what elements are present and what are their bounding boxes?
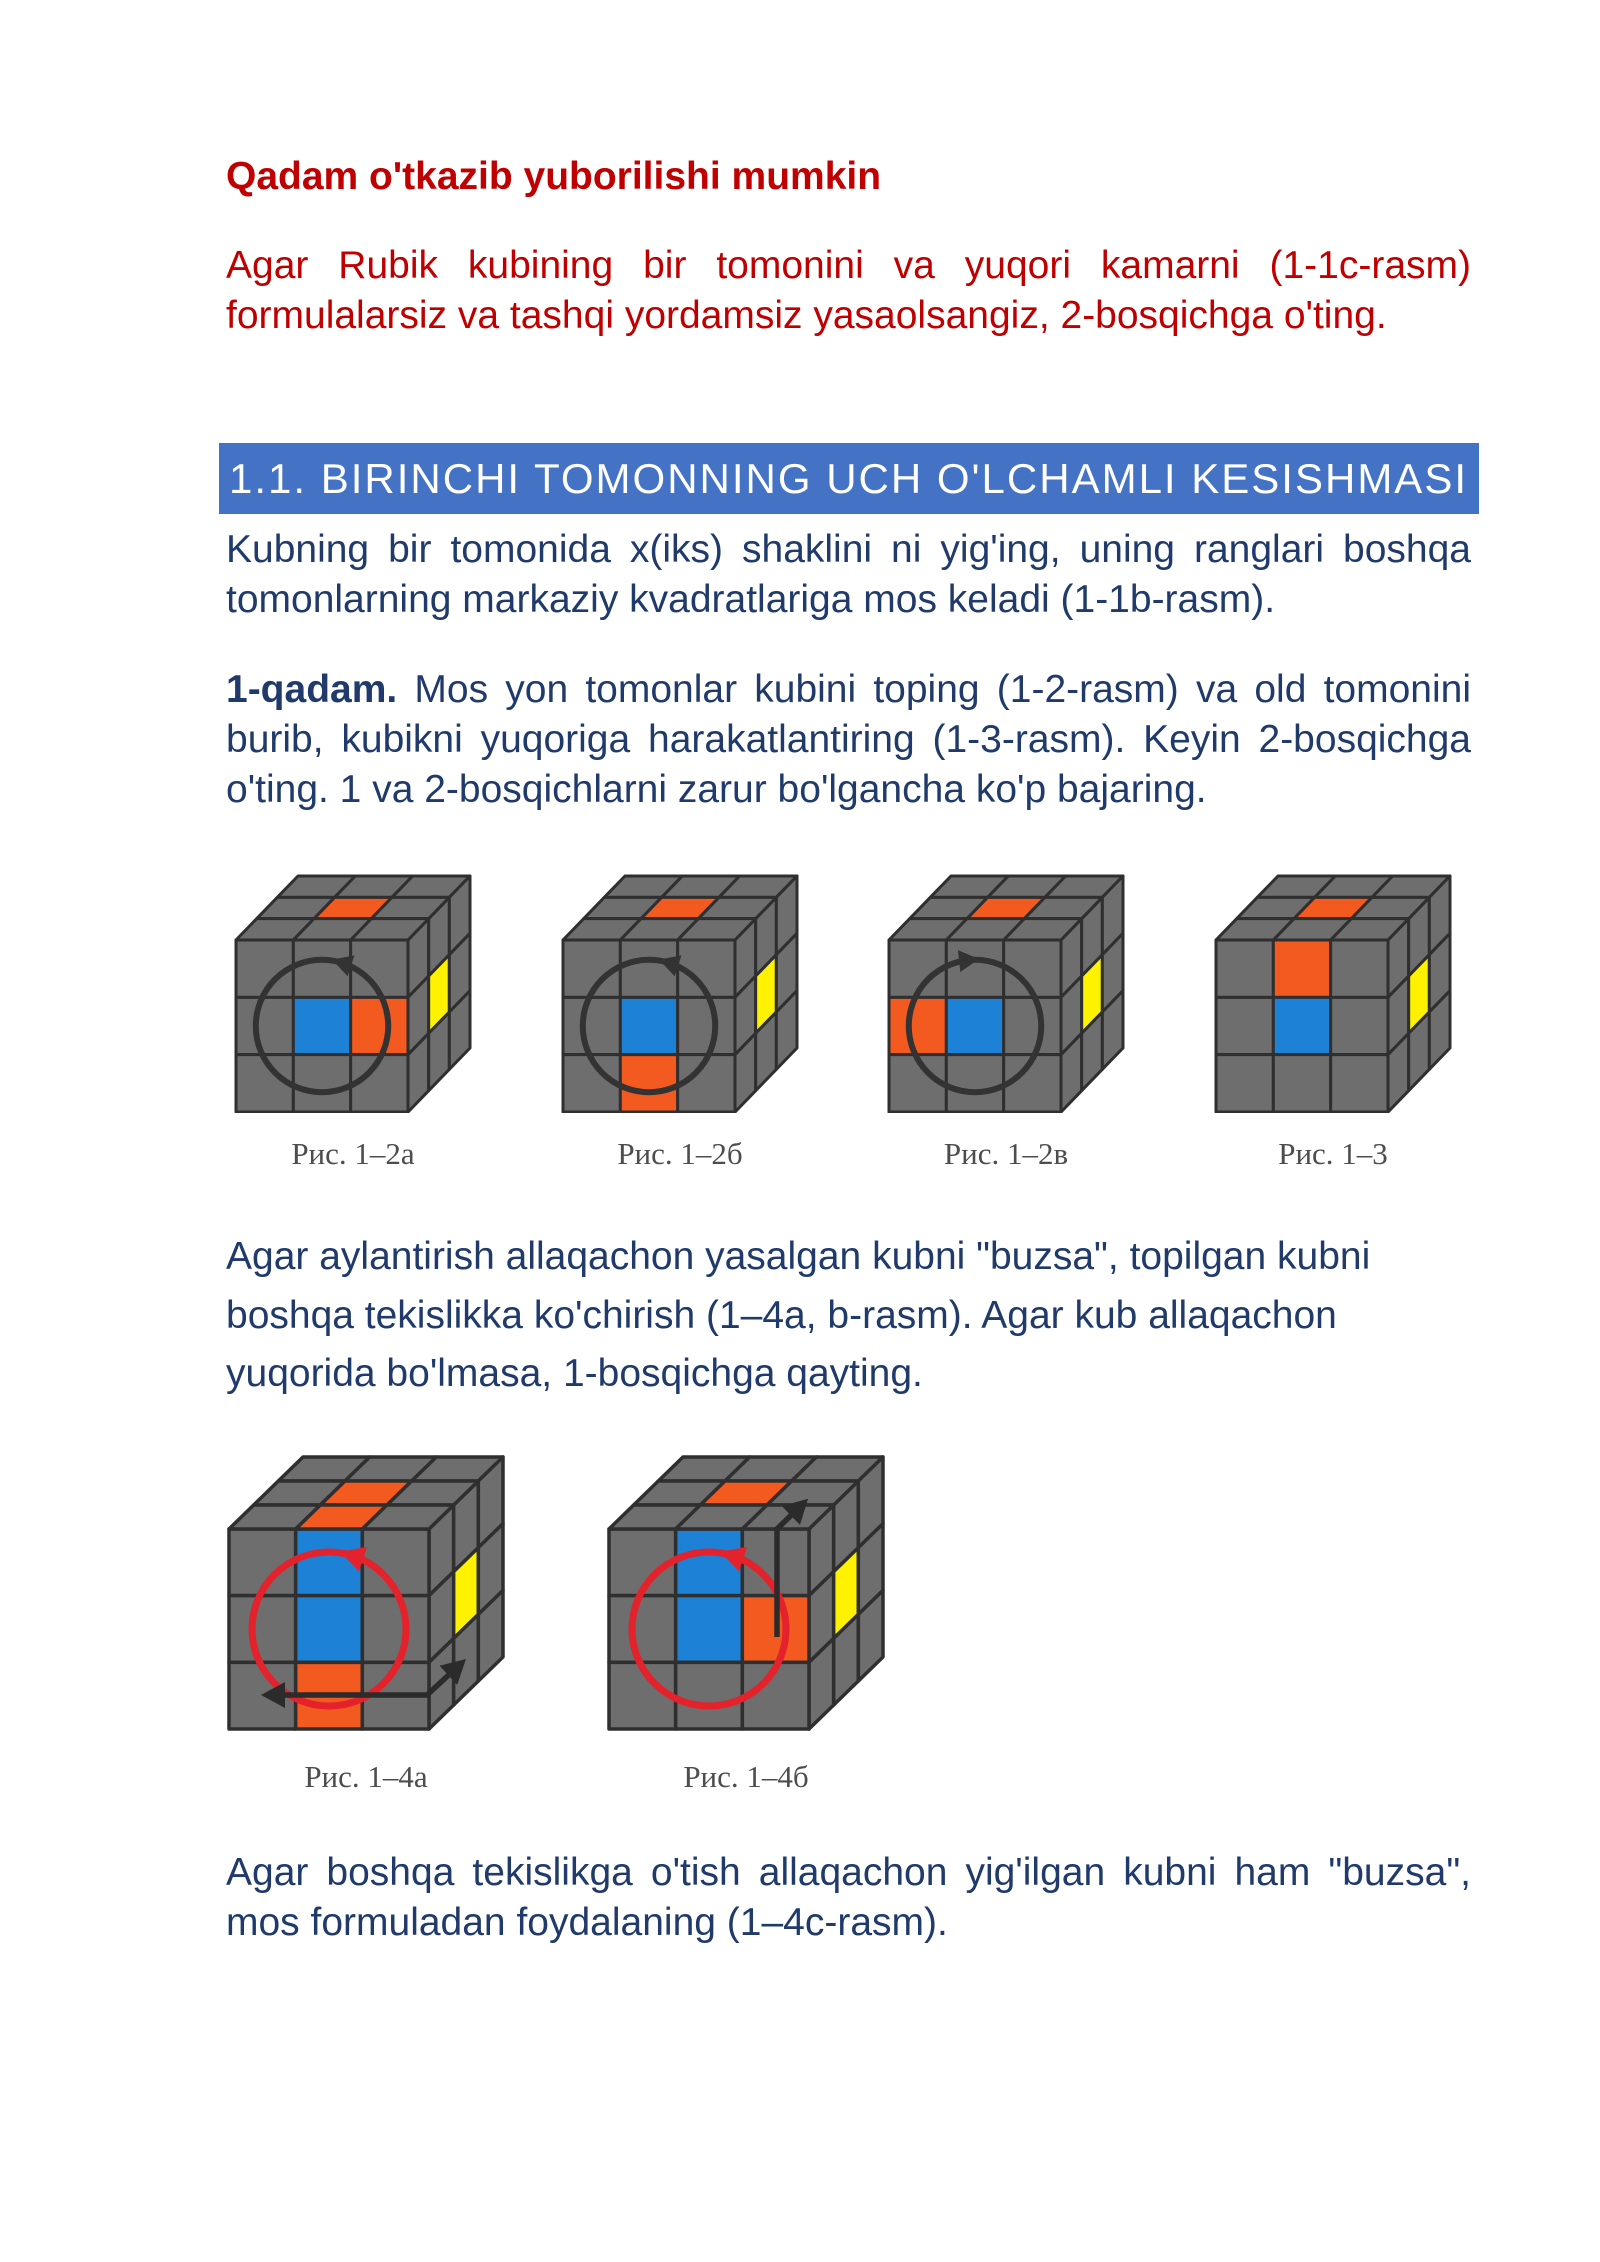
rubik-cube [233, 873, 473, 1113]
formula-line: Agar boshqa tekislikga o'tish allaqachon yig'ilgan kubni ham "buzsa", [226, 1851, 1471, 1894]
intro-line: Kubning bir tomonida x(iks) shaklini ni yig'ing, uning ranglari boshqa [226, 528, 1471, 571]
figure-1-2a [233, 873, 473, 1173]
front-sticker-gray [1216, 940, 1273, 997]
figure-caption: Рис. 1–4б [683, 1759, 809, 1794]
formula-paragraph [226, 1848, 1471, 1948]
notice-paragraph [226, 241, 1471, 341]
figure-1-4b [606, 1455, 886, 1805]
step-label: 1-qadam. [226, 668, 398, 711]
front-sticker-gray [946, 1055, 1003, 1112]
front-sticker-gray [676, 1662, 743, 1729]
front-sticker-blue [293, 997, 350, 1054]
front-sticker-gray [1331, 997, 1388, 1054]
front-sticker-gray [236, 997, 293, 1054]
step1-line [226, 665, 1471, 715]
front-sticker-gray [563, 997, 620, 1054]
front-sticker-blue [296, 1596, 363, 1663]
front-sticker-gray [609, 1596, 676, 1663]
step1-text: Mos yon tomonlar kubini toping (1-2-rasm) va old tomonini [414, 668, 1471, 711]
figure-caption: Рис. 1–2а [291, 1136, 415, 1171]
notice-line: formulalarsiz va tashqi yordamsiz yasaolsangiz, 2-bosqichga o'ting. [226, 294, 1387, 337]
front-sticker-blue [1273, 997, 1330, 1054]
section-heading: 1.1. BIRINCHI TOMONNING UCH O'LCHAMLI KESISHMASI [219, 443, 1479, 514]
intro-paragraph [226, 525, 1471, 625]
front-sticker-gray [1216, 997, 1273, 1054]
intro-line: tomonlarning markaziy kvadratlariga mos keladi (1-1b-rasm). [226, 578, 1276, 621]
front-sticker-blue [946, 997, 1003, 1054]
front-sticker-blue [676, 1596, 743, 1663]
step1-line: burib, kubikni yuqoriga harakatlantiring (1-3-rasm). Keyin 2-bosqichga [226, 718, 1471, 761]
front-sticker-gray [946, 940, 1003, 997]
rubik-cube [560, 873, 800, 1113]
figure-caption: Рис. 1–3 [1278, 1136, 1388, 1171]
front-sticker-gray [1331, 940, 1388, 997]
front-sticker-gray [1273, 1055, 1330, 1112]
rubik-cube [1213, 873, 1453, 1113]
front-sticker-gray [1004, 997, 1061, 1054]
front-sticker-gray [678, 997, 735, 1054]
figure-caption: Рис. 1–4а [304, 1759, 428, 1794]
front-sticker-gray [293, 1055, 350, 1112]
move-line: yuqorida bo'lmasa, 1-bosqichga qayting. [226, 1352, 923, 1395]
front-sticker-orange [620, 1055, 677, 1112]
notice-line: Agar Rubik kubining bir tomonini va yuqori kamarni (1-1c-rasm) [226, 244, 1471, 287]
move-line: Agar aylantirish allaqachon yasalgan kubni "buzsa", topilgan kubni [226, 1235, 1371, 1278]
figure-caption: Рис. 1–2в [943, 1136, 1069, 1171]
move-line: boshqa tekislikka ko'chirish (1–4a, b-rasm). Agar kub allaqachon [226, 1293, 1337, 1337]
front-sticker-gray [362, 1596, 429, 1663]
figure-caption: Рис. 1–2б [617, 1136, 743, 1171]
rubik-cube [226, 1455, 506, 1733]
figure-1-4a [226, 1455, 506, 1805]
formula-line: mos formuladan foydalaning (1–4c-rasm). [226, 1901, 948, 1944]
front-sticker-orange [351, 997, 408, 1054]
rubik-cube [886, 873, 1126, 1113]
step1-paragraph [226, 665, 1471, 815]
figure-1-2c [886, 873, 1126, 1173]
rubik-cube [606, 1455, 886, 1733]
front-sticker-gray [1216, 1055, 1273, 1112]
front-sticker-gray [229, 1596, 296, 1663]
move-paragraph [226, 1228, 1471, 1404]
figure-1-3 [1213, 873, 1453, 1173]
front-sticker-orange [1273, 940, 1330, 997]
front-sticker-blue [620, 997, 677, 1054]
notice-title: Qadam o'tkazib yuborilishi mumkin [226, 155, 882, 198]
front-sticker-orange [889, 997, 946, 1054]
figure-1-2b [560, 873, 800, 1173]
step1-line: o'ting. 1 va 2-bosqichlarni zarur bo'lgancha ko'p bajaring. [226, 768, 1207, 811]
front-sticker-gray [1331, 1055, 1388, 1112]
